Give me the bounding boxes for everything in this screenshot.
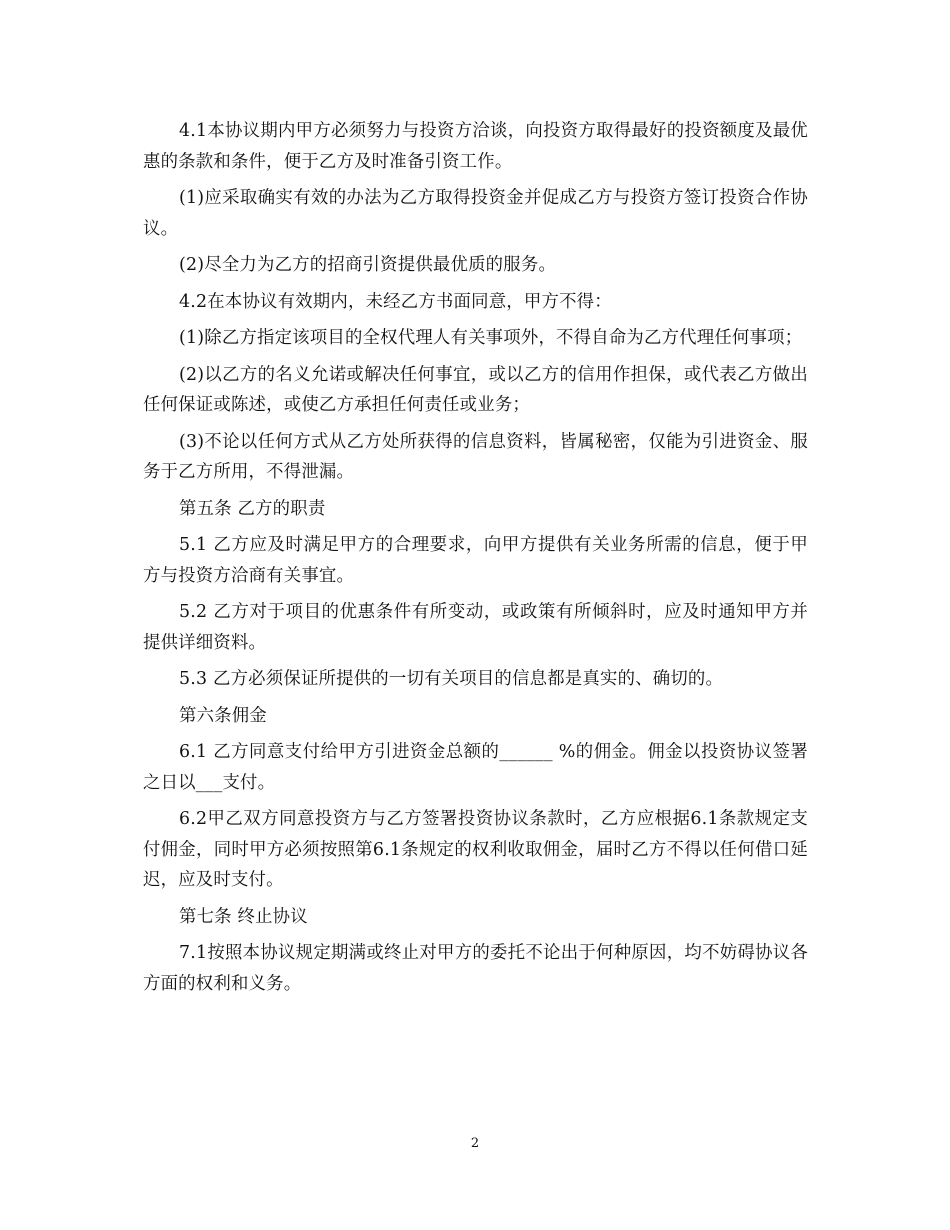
article-5-heading: 第五条 乙方的职责: [179, 498, 326, 519]
clause-5-1: 5.1 乙方应及时满足甲方的合理要求，向甲方提供有关业务所需的信息，便于甲方与投资方洽商有关事宜。: [143, 535, 808, 586]
clause-6-2: 6.2甲乙双方同意投资方与乙方签署投资协议条款时，乙方应根据6.1条款规定支付佣金，同时甲方必须按照第6.1条规定的权利收取佣金，届时乙方不得以任何借口延迟，应及时支付。: [143, 809, 808, 890]
clause-4-2-item-1: (1)除乙方指定该项目的全权代理人有关事项外，不得自命为乙方代理任何事项；: [179, 328, 803, 348]
article-7-heading: 第七条 终止协议: [179, 906, 308, 927]
clause-4-1-item-1: (1)应采取确实有效的办法为乙方取得投资金并促成乙方与投资方签订投资合作协议。: [143, 188, 808, 239]
clause-4-2: 4.2在本协议有效期内，未经乙方书面同意，甲方不得：: [179, 291, 612, 312]
clause-4-2-item-2: (2)以乙方的名义允诺或解决任何事宜，或以乙方的信用作担保，或代表乙方做出任何保证或陈述，或使乙方承担任何责任或业务；: [143, 364, 808, 415]
article-6-heading: 第六条佣金: [179, 705, 267, 726]
page-number: 2: [470, 1136, 480, 1151]
clause-7-1: 7.1按照本协议规定期满或终止对甲方的委托不论出于何种原因，均不妨碍协议各方面的权利和义务。: [143, 943, 808, 994]
clause-4-2-item-3: (3)不论以任何方式从乙方处所获得的信息资料，皆属秘密，仅能为引进资金、服务于乙方所用，不得泄漏。: [143, 431, 808, 482]
clause-5-2: 5.2 乙方对于项目的优惠条件有所变动，或政策有所倾斜时，应及时通知甲方并提供详细资料。: [143, 602, 808, 653]
document-body: [143, 116, 808, 1005]
clause-5-3: 5.3 乙方必须保证所提供的一切有关项目的信息都是真实的、确切的。: [179, 669, 724, 689]
clause-4-1-item-2: (2)尽全力为乙方的招商引资提供最优质的服务。: [179, 255, 557, 275]
clause-6-1: 6.1 乙方同意支付给甲方引进资金总额的______ %的佣金。佣金以投资协议签署之日以___支付。: [143, 742, 808, 793]
clause-4-1: 4.1本协议期内甲方必须努力与投资方洽谈，向投资方取得最好的投资额度及最优惠的条款和条件，便于乙方及时准备引资工作。: [143, 121, 808, 172]
